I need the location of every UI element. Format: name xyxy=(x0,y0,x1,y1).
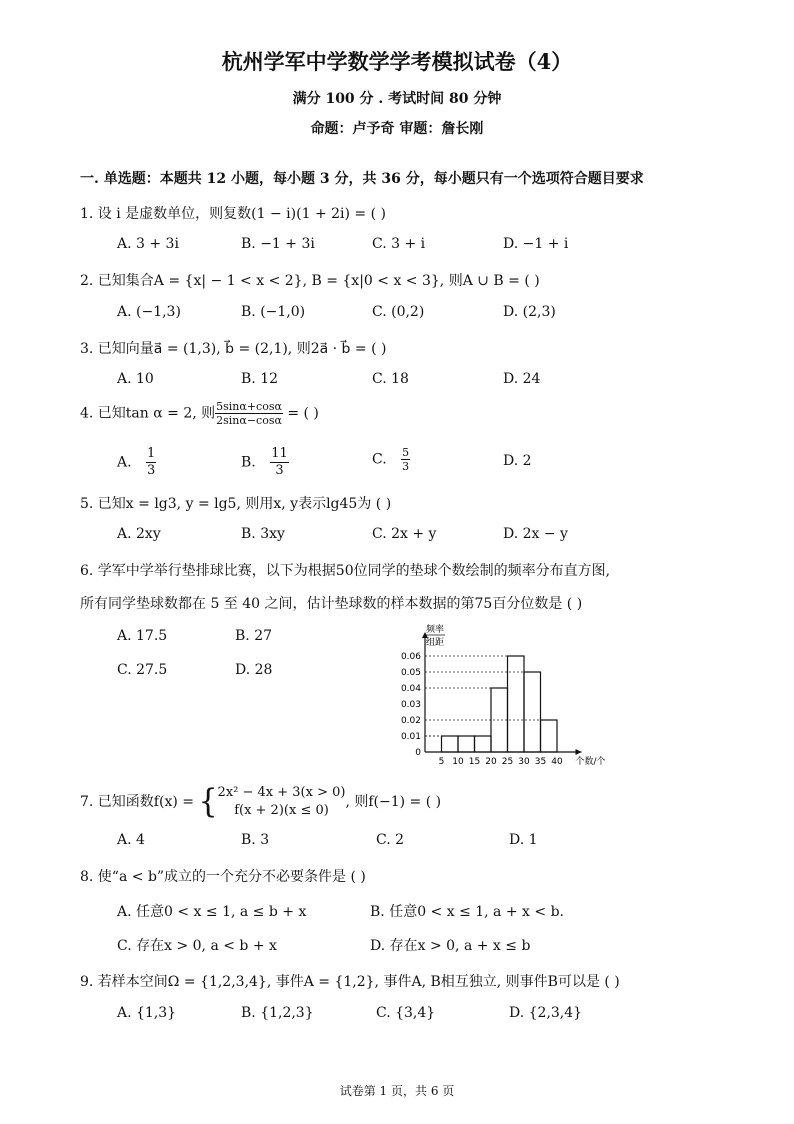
question-7-option-b: B. 3 xyxy=(241,832,270,848)
x-tick-label: 25 xyxy=(501,757,514,767)
question-7-stem xyxy=(80,784,441,820)
question-8-option-c: C. 存在x > 0, a < b + x xyxy=(117,938,277,954)
question-4-fraction xyxy=(215,400,283,427)
x-tick-label: 30 xyxy=(518,757,530,767)
question-7-stem-post: , 则f(−1) = ( ) xyxy=(345,794,442,810)
question-8-option-d: D. 存在x > 0, a + x ≤ b xyxy=(370,938,531,954)
histogram-bar xyxy=(458,736,475,752)
y-tick-label: 0.06 xyxy=(400,652,421,662)
fraction-denominator: 3 xyxy=(147,463,156,478)
question-7-option-a: A. 4 xyxy=(117,832,145,848)
option-label: D. xyxy=(503,453,519,469)
question-9-option-d: D. {2,3,4} xyxy=(509,1005,583,1021)
y-tick-label: 0.05 xyxy=(400,668,421,678)
question-6-stem-line-1: 6. 学军中学举行垫排球比赛，以下为根据50位同学的垫球个数绘制的频率分布直方图, xyxy=(80,563,611,579)
question-7-option-c: C. 2 xyxy=(376,832,405,848)
option-fraction xyxy=(146,446,156,479)
fraction-denominator: 3 xyxy=(275,463,284,478)
x-tick-label: 20 xyxy=(485,757,497,767)
x-tick-label: 15 xyxy=(468,757,481,767)
x-axis-arrow xyxy=(576,749,582,755)
fraction-denominator: 3 xyxy=(402,460,410,473)
y-tick-label: 0.03 xyxy=(400,700,421,710)
option-value: 2 xyxy=(522,453,532,469)
question-6-option-c: C. 27.5 xyxy=(117,662,168,678)
piecewise-brace: { xyxy=(198,782,218,821)
section-heading: 一. 单选题：本题共 12 小题，每小题 3 分，共 36 分，每小题只有一个选项符合题目要求 xyxy=(80,171,644,187)
question-3-option-a: A. 10 xyxy=(117,371,154,387)
histogram-bar xyxy=(442,736,459,752)
question-6-option-b: B. 27 xyxy=(235,628,273,644)
question-5-option-a: A. 2xy xyxy=(117,526,161,542)
question-1-option-b: B. −1 + 3i xyxy=(241,236,315,252)
question-1-stem: 1. 设 i 是虚数单位，则复数(1 − i)(1 + 2i) = ( ) xyxy=(80,206,386,222)
histogram-bar xyxy=(475,736,492,752)
question-4-stem xyxy=(80,400,319,427)
question-1-option-a: A. 3 + 3i xyxy=(117,236,179,252)
page-footer: 试卷第 1 页，共 6 页 xyxy=(339,1084,455,1098)
question-4-option-a xyxy=(117,446,156,479)
question-4-fraction-denominator: 2sinα−cosα xyxy=(216,414,282,427)
question-5-stem: 5. 已知x = lg3, y = lg5, 则用x, y表示lg45为 ( ) xyxy=(80,496,392,512)
question-2-option-b: B. (−1,0) xyxy=(241,304,306,320)
question-9-option-c: C. {3,4} xyxy=(376,1005,436,1021)
question-3-option-c: C. 18 xyxy=(372,371,409,387)
piecewise-cases xyxy=(218,784,346,820)
question-4-stem-post: = ( ) xyxy=(282,405,319,422)
histogram-bar xyxy=(524,672,541,752)
question-7-option-d: D. 1 xyxy=(509,832,538,848)
option-label: B. xyxy=(241,454,256,471)
x-tick-label: 5 xyxy=(438,757,445,767)
fraction-numerator: 11 xyxy=(271,446,288,461)
question-4-option-b xyxy=(241,446,289,479)
frequency-histogram xyxy=(395,622,625,772)
question-9-stem: 9. 若样本空间Ω = {1,2,3,4}, 事件A = {1,2}, 事件A, B相互独立, 则事件B可以是 ( ) xyxy=(80,974,620,990)
y-axis-label-numerator: 频率 xyxy=(425,625,445,635)
x-axis-label: 个数/个 xyxy=(575,757,606,767)
page-title: 杭州学军中学数学学考模拟试卷（4） xyxy=(221,49,573,74)
question-8-option-b: B. 任意0 < x ≤ 1, a + x < b. xyxy=(370,904,564,920)
option-fraction xyxy=(401,446,410,473)
question-5-option-d: D. 2x − y xyxy=(503,526,568,542)
exam-authors: 命题：卢予奇 审题：詹长刚 xyxy=(310,121,484,137)
question-5-option-c: C. 2x + y xyxy=(372,526,437,542)
y-tick-label: 0.04 xyxy=(400,684,421,694)
fraction-numerator: 5 xyxy=(402,446,410,459)
question-6-stem-line-2: 所有同学垫球数都在 5 至 40 之间，估计垫球数的样本数据的第75百分位数是 ( ) xyxy=(80,596,583,612)
question-6-option-d: D. 28 xyxy=(235,662,273,678)
question-4-stem-pre: 4. 已知tan α = 2, 则 xyxy=(80,405,216,422)
question-9-option-b: B. {1,2,3} xyxy=(241,1005,314,1021)
y-tick-label: 0.01 xyxy=(400,732,421,742)
exam-info: 满分 100 分 . 考试时间 80 分钟 xyxy=(292,91,502,107)
option-label: A. xyxy=(117,454,132,471)
question-1-option-c: C. 3 + i xyxy=(372,236,426,252)
question-4-option-c xyxy=(372,446,410,473)
question-8-option-a: A. 任意0 < x ≤ 1, a ≤ b + x xyxy=(117,904,307,920)
x-tick-label: 40 xyxy=(551,757,563,767)
question-6-option-a: A. 17.5 xyxy=(117,628,168,644)
question-4-fraction-numerator: 5sinα+cosα xyxy=(216,400,282,413)
question-2-option-c: C. (0,2) xyxy=(372,304,425,320)
histogram-bar xyxy=(508,656,525,752)
piecewise-case-1: 2x² − 4x + 3(x > 0) xyxy=(217,785,346,800)
x-tick-label: 10 xyxy=(452,757,464,767)
question-2-stem: 2. 已知集合A = {x| − 1 < x < 2}, B = {x|0 < x < 3}, 则A ∪ B = ( ) xyxy=(80,273,540,289)
origin-label: 0 xyxy=(415,748,421,758)
y-axis-label-denominator: 组距 xyxy=(425,638,445,648)
question-8-stem: 8. 使“a < b”成立的一个充分不必要条件是 ( ) xyxy=(80,869,366,885)
question-2-option-a: A. (−1,3) xyxy=(117,304,181,320)
y-tick-label: 0.02 xyxy=(400,716,421,726)
x-tick-label: 35 xyxy=(534,757,547,767)
option-fraction xyxy=(270,446,289,479)
question-2-option-d: D. (2,3) xyxy=(503,304,556,320)
piecewise-case-2: f(x + 2)(x ≤ 0) xyxy=(234,803,329,818)
fraction-numerator: 1 xyxy=(147,446,156,461)
question-5-option-b: B. 3xy xyxy=(241,526,285,542)
question-3-option-b: B. 12 xyxy=(241,371,279,387)
question-1-option-d: D. −1 + i xyxy=(503,236,569,252)
question-3-option-d: D. 24 xyxy=(503,371,541,387)
question-9-option-a: A. {1,3} xyxy=(117,1005,177,1021)
question-4-option-d xyxy=(503,453,532,469)
question-7-stem-pre: 7. 已知函数f(x) = xyxy=(80,794,194,810)
option-label: C. xyxy=(372,451,387,468)
histogram-bar xyxy=(541,720,558,752)
question-3-stem: 3. 已知向量a⃗ = (1,3), b⃗ = (2,1), 则2a⃗ · b⃗ = ( ) xyxy=(80,341,387,357)
